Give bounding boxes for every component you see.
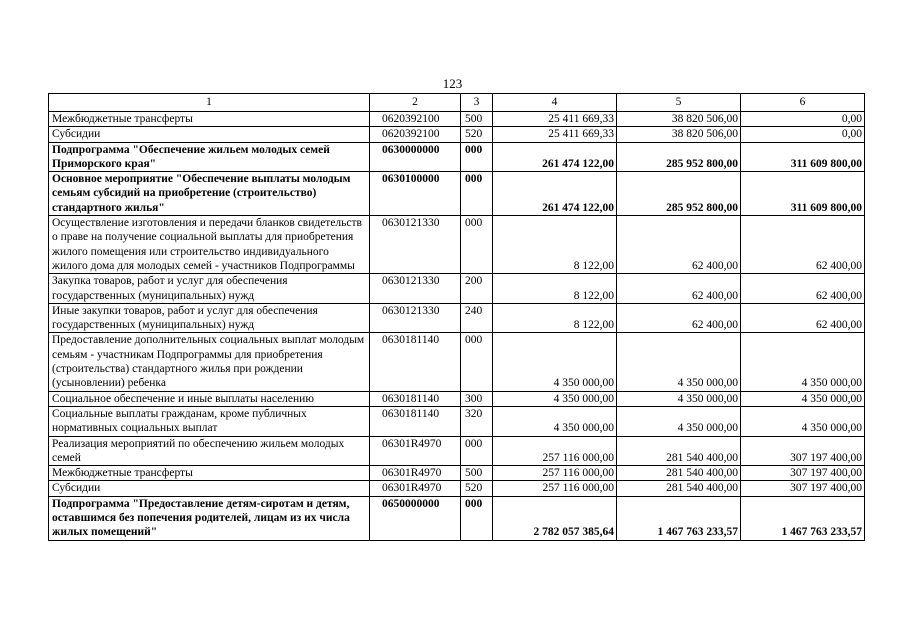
column-number: 6 [741,94,865,112]
row-name-cell: Осуществление изготовления и передачи бланков свидетельств о праве на получение социальной выплаты для приобретения жилого помещения или строительство индивидуального жилого дома для молодых семей - участников Подпрограммы [49,216,370,274]
row-name-cell: Межбюджетные трансферты [49,112,370,127]
row-amount-cell: 4 350 000,00 [741,391,865,406]
table-row [49,391,865,406]
row-amount-cell: 4 350 000,00 [617,406,741,436]
row-name-cell: Основное мероприятие "Обеспечение выплаты молодым семьям субсидий на приобретение (строительство) стандартного жилья" [49,172,370,216]
row-name-cell: Межбюджетные трансферты [49,466,370,481]
row-amount-cell: 307 197 400,00 [741,436,865,466]
table-row [49,274,865,304]
row-name-cell: Социальные выплаты гражданам, кроме публичных нормативных социальных выплат [49,406,370,436]
row-amount-cell: 281 540 400,00 [617,466,741,481]
row-type-cell: 000 [461,496,493,540]
column-number: 1 [49,94,370,112]
row-name-cell: Подпрограмма "Предоставление детям-сиротам и детям, оставшимся без попечения родителей, лицам из их числа жилых помещений" [49,496,370,540]
row-type-cell: 500 [461,112,493,127]
page-number: 123 [442,76,463,91]
row-name-cell: Субсидии [49,481,370,496]
column-number: 5 [617,94,741,112]
row-amount-cell: 1 467 763 233,57 [741,496,865,540]
row-code-cell: 0630121330 [370,216,461,274]
table-row [49,172,865,216]
row-amount-cell: 4 350 000,00 [741,406,865,436]
row-amount-cell: 257 116 000,00 [493,436,617,466]
row-type-cell: 520 [461,127,493,142]
row-code-cell: 0650000000 [370,496,461,540]
row-amount-cell: 25 411 669,33 [493,127,617,142]
row-amount-cell: 62 400,00 [617,274,741,304]
row-code-cell: 0630000000 [370,142,461,172]
table-row [49,303,865,333]
row-name-cell: Реализация мероприятий по обеспечению жильем молодых семей [49,436,370,466]
row-code-cell: 0620392100 [370,127,461,142]
row-amount-cell: 8 122,00 [493,216,617,274]
row-amount-cell: 4 350 000,00 [617,391,741,406]
row-amount-cell: 2 782 057 385,64 [493,496,617,540]
table-row [49,142,865,172]
row-name-cell: Субсидии [49,127,370,142]
row-amount-cell: 261 474 122,00 [493,172,617,216]
row-code-cell: 0630121330 [370,303,461,333]
row-code-cell: 0630100000 [370,172,461,216]
row-type-cell: 320 [461,406,493,436]
row-code-cell: 06301R4970 [370,466,461,481]
row-amount-cell: 4 350 000,00 [741,333,865,391]
row-name-cell: Иные закупки товаров, работ и услуг для обеспечения государственных (муниципальных) нужд [49,303,370,333]
table-row [49,112,865,127]
row-amount-cell: 62 400,00 [617,303,741,333]
row-code-cell: 0630181140 [370,391,461,406]
row-amount-cell: 4 350 000,00 [617,333,741,391]
row-amount-cell: 285 952 800,00 [617,172,741,216]
column-number: 2 [370,94,461,112]
table-row [49,333,865,391]
column-number-row [49,94,865,112]
budget-table [48,93,865,541]
table-row [49,127,865,142]
row-amount-cell: 311 609 800,00 [741,172,865,216]
column-number: 4 [493,94,617,112]
row-code-cell: 0620392100 [370,112,461,127]
row-amount-cell: 285 952 800,00 [617,142,741,172]
row-amount-cell: 25 411 669,33 [493,112,617,127]
row-amount-cell: 257 116 000,00 [493,466,617,481]
row-code-cell: 0630121330 [370,274,461,304]
row-type-cell: 520 [461,481,493,496]
row-amount-cell: 311 609 800,00 [741,142,865,172]
row-type-cell: 300 [461,391,493,406]
row-amount-cell: 8 122,00 [493,303,617,333]
table-row [49,436,865,466]
row-amount-cell: 261 474 122,00 [493,142,617,172]
table-body [49,94,865,541]
row-amount-cell: 4 350 000,00 [493,333,617,391]
row-name-cell: Закупка товаров, работ и услуг для обеспечения государственных (муниципальных) нужд [49,274,370,304]
row-type-cell: 000 [461,172,493,216]
row-name-cell: Предоставление дополнительных социальных выплат молодым семьям - участникам Подпрограммы для приобретения (строительства) стандартного жилья при рождении (усыновлении) ребенка [49,333,370,391]
row-name-cell: Социальное обеспечение и иные выплаты населению [49,391,370,406]
row-type-cell: 240 [461,303,493,333]
row-code-cell: 06301R4970 [370,481,461,496]
row-amount-cell: 8 122,00 [493,274,617,304]
row-amount-cell: 4 350 000,00 [493,406,617,436]
row-amount-cell: 257 116 000,00 [493,481,617,496]
table-row [49,406,865,436]
row-code-cell: 06301R4970 [370,436,461,466]
row-amount-cell: 281 540 400,00 [617,436,741,466]
row-amount-cell: 62 400,00 [617,216,741,274]
row-type-cell: 000 [461,333,493,391]
row-amount-cell: 307 197 400,00 [741,481,865,496]
row-amount-cell: 281 540 400,00 [617,481,741,496]
row-amount-cell: 1 467 763 233,57 [617,496,741,540]
row-code-cell: 0630181140 [370,333,461,391]
row-amount-cell: 38 820 506,00 [617,112,741,127]
row-type-cell: 200 [461,274,493,304]
table-row [49,481,865,496]
row-amount-cell: 0,00 [741,112,865,127]
row-type-cell: 000 [461,216,493,274]
row-type-cell: 000 [461,436,493,466]
row-name-cell: Подпрограмма "Обеспечение жильем молодых семей Приморского края" [49,142,370,172]
row-amount-cell: 307 197 400,00 [741,466,865,481]
row-amount-cell: 62 400,00 [741,303,865,333]
row-type-cell: 000 [461,142,493,172]
row-amount-cell: 4 350 000,00 [493,391,617,406]
table-row [49,466,865,481]
row-amount-cell: 62 400,00 [741,216,865,274]
row-type-cell: 500 [461,466,493,481]
row-code-cell: 0630181140 [370,406,461,436]
table-row [49,216,865,274]
row-amount-cell: 0,00 [741,127,865,142]
column-number: 3 [461,94,493,112]
row-amount-cell: 62 400,00 [741,274,865,304]
table-row [49,496,865,540]
row-amount-cell: 38 820 506,00 [617,127,741,142]
